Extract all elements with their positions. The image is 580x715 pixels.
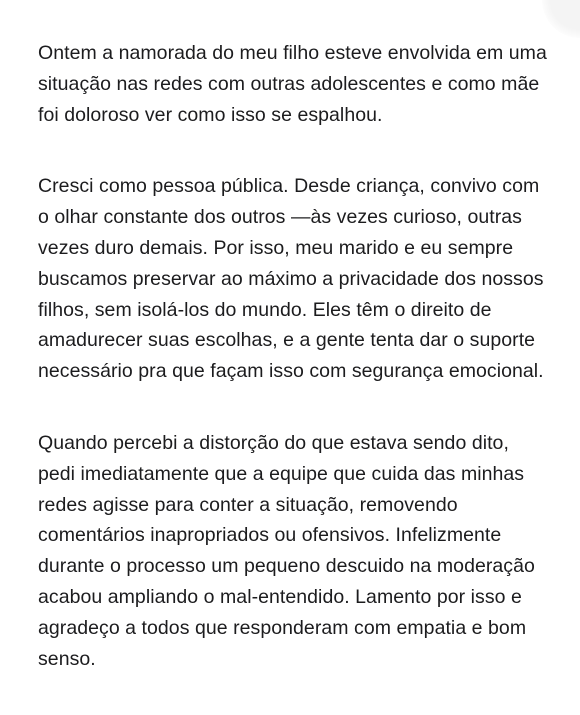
text-line: necessário pra que façam isso com segurança emocional. <box>38 360 544 383</box>
note-body <box>38 38 568 715</box>
text-line: Cresci como pessoa pública. Desde criança, convivo com <box>38 175 540 198</box>
text-line: pedi imediatamente que a equipe que cuida das minhas <box>38 462 525 485</box>
paragraph-3 <box>38 428 568 674</box>
text-line: buscamos preservar ao máximo a privacidade dos nossos <box>38 267 544 290</box>
text-line: agradeço a todos que responderam com empatia e bom <box>38 616 527 639</box>
text-line: vezes duro demais. Por isso, meu marido e eu sempre <box>38 236 514 259</box>
text-line: comentários inapropriados ou ofensivos. Infelizmente <box>38 524 502 547</box>
text-line: situação nas redes com outras adolescentes e como mãe <box>38 72 540 95</box>
text-line: Ontem a namorada do meu filho esteve envolvida em uma <box>38 42 547 64</box>
text-line: durante o processo um pequeno descuido na moderação <box>38 555 535 578</box>
text-line: o olhar constante dos outros —às vezes curioso, outras <box>38 206 522 229</box>
text-line: foi doloroso ver como isso se espalhou. <box>38 103 383 126</box>
text-line: Quando percebi a distorção do que estava sendo dito, <box>38 431 509 454</box>
text-line: filhos, sem isolá-los do mundo. Eles têm o direito de <box>38 298 492 321</box>
paragraph-1 <box>38 38 568 130</box>
text-line: redes agisse para conter a situação, removendo <box>38 493 458 516</box>
text-line: amadurecer suas escolhas, e a gente tenta dar o suporte <box>38 329 536 352</box>
text-line: acabou ampliando o mal-entendido. Lamento por isso e <box>38 585 522 608</box>
text-line: senso. <box>38 647 96 670</box>
paragraph-2 <box>38 171 568 387</box>
corner-watermark <box>542 0 580 38</box>
